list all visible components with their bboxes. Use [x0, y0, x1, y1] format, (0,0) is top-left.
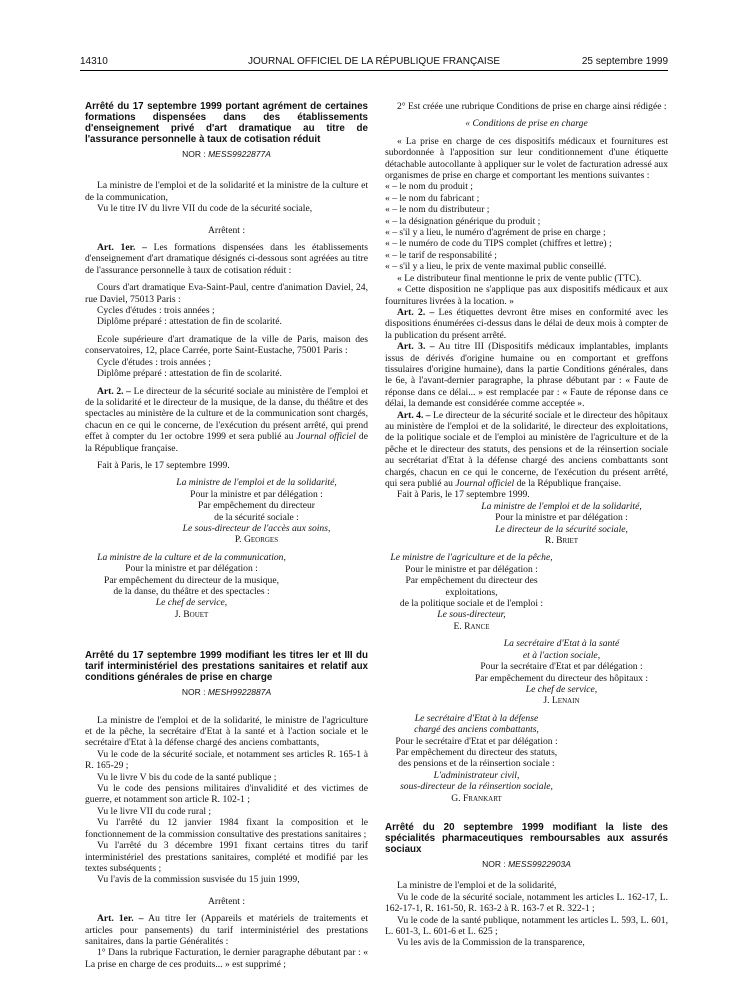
list-item: « – s'il y a lieu, le prix de vente maximal public conseillé.: [385, 261, 607, 273]
school-2: Ecole supérieure d'art dramatique de la ville de Paris, maison des conservatoires, 12, place Carrée, porte Saint-Eustache, 75001 Paris :: [85, 333, 368, 357]
list-item: « – le tarif de responsabilité ;: [385, 249, 497, 261]
signature-block: La ministre de l'emploi et de la solidarité, Pour la ministre et par délégation : Le directeur de la sécurité sociale, R. Briet: [481, 500, 642, 547]
paragraph: Vu l'avis de la commission susvisée du 15 juin 1999,: [97, 874, 300, 886]
paragraph: « La prise en charge de ces dispositifs médicaux et fournitures est subordonnée à l'apposition sur leur conditionnement d'une étiquette détachable autocollante à appliquer sur le volet de facturation adressé aux organismes de prise en charge et comportant les mentions suivantes :: [385, 135, 668, 182]
nor-reference: NOR : MESH9922887A: [181, 687, 272, 698]
signature-block: La secrétaire d'Etat à la santé et à l'action sociale, Pour la secrétaire d'Etat et par délégation : Par empêchement du directeur des hôpitaux : Le chef de service, J. Lenain: [474, 638, 649, 707]
paragraph: Vu l'arrêté du 3 décembre 1991 fixant certains titres du tarif interministériel des prestations sanitaires, complété et modifié par les textes subséquents ;: [85, 840, 368, 874]
paragraph: Vu le livre V bis du code de la santé publique ;: [97, 771, 277, 783]
article-1: Art. 1er. – Au titre Ier (Appareils et matériels de traitements et articles pour pansements) du tarif interministériel des prestations sanitaires, dans la partie Généralités :: [85, 913, 368, 947]
left-column: [85, 101, 368, 970]
paragraph: 1° Dans la rubrique Facturation, le dernier paragraphe débutant par : « La prise en charge de ces produits... » est supprimé ;: [85, 947, 368, 970]
paragraph: « Cette disposition ne s'applique pas aux dispositifs médicaux et aux fournitures livrées à la location. »: [385, 284, 668, 307]
list-item: « – le nom du fabricant ;: [385, 192, 480, 204]
article-1: Art. 1er. – Les formations dispensées dans les établissements d'enseignement d'art dramatique désignés ci-dessous sont agréées au titre de l'assurance personnelle à taux de cotisation réduit :: [85, 242, 368, 276]
paragraph: La ministre de l'emploi et de la solidarité, le ministre de l'agriculture et de la pêche, la secrétaire d'Etat à la santé et à l'action sociale et le secrétaire d'Etat à la défense chargé des anciens combattants,: [85, 714, 368, 749]
nor-reference: NOR : MESS9922877A: [182, 149, 271, 159]
paragraph: La ministre de l'emploi et de la solidarité,: [397, 880, 557, 892]
article-3: Art. 3. – Au titre III (Dispositifs médicaux implantables, implants issus de dérivés d'origine humaine ou en comportant et greffons tissulaires d'origine humaine), dans la partie Conditions générales, dans le 6e, à l'avant-dernier paragraphe, la phrase débutant par : « Faute de réponse dans ce délai... » est remplacée par : « Faute de réponse dans ce délai, la demande est considérée comme acceptée ».: [385, 341, 668, 410]
signature-block: La ministre de la culture et de la communication, Pour la ministre et par délégation : Par empêchement du directeur de la musique, de la danse, du théâtre et des spectacles : Le chef de service, J. Bouet: [97, 551, 286, 620]
list-item: « – la désignation générique du produit ;: [385, 215, 541, 227]
school-1-cycles: Cycles d'études : trois années ;: [97, 305, 215, 317]
paragraph: Vu le code de la sécurité sociale, notamment les articles L. 162-17, L. 162-17-1, R. 161-50, R. 163-2 à R. 163-7 et R. 322-1 ;: [385, 891, 668, 915]
mentions-list: [385, 181, 668, 272]
paragraph: Vu le livre VII du code rural ;: [97, 805, 212, 817]
paragraph: « Le distributeur final mentionne le prix de vente public (TTC).: [397, 272, 642, 284]
article-title: Arrêté du 20 septembre 1999 modifiant la liste des spécialités pharmaceutiques remboursables aux assurés sociaux: [385, 821, 668, 855]
paragraph: Vu le titre IV du livre VII du code de la sécurité sociale,: [97, 203, 313, 215]
school-1: Cours d'art dramatique Eva-Saint-Paul, centre d'animation Daviel, 24, rue Daviel, 75013 Paris :: [85, 282, 368, 305]
paragraph: Vu le code de la sécurité sociale, et notamment ses articles R. 165-1 à R. 165-29 ;: [85, 748, 368, 772]
issue-date: 25 septembre 1999: [581, 56, 668, 67]
list-item: « – le numéro de code du TIPS complet (chiffres et lettre) ;: [385, 238, 612, 250]
section-heading: « Conditions de prise en charge: [465, 118, 588, 130]
page-number: 14310: [80, 56, 108, 67]
article-title: Arrêté du 17 septembre 1999 portant agrément de certaines formations dispensées dans des établissements d'enseignement privé d'art dramatique au titre de l'assurance personnelle à taux de cotisation réduit: [85, 101, 368, 145]
arretent-heading: Arrêtent :: [207, 895, 246, 907]
header-rule: [80, 70, 668, 71]
list-item: « – s'il y a lieu, le numéro d'agrément de prise en charge ;: [385, 227, 606, 239]
school-2-cycle: Cycle d'études : trois années ;: [97, 356, 211, 368]
right-column: [385, 101, 668, 949]
arretent-heading: Arrêtent :: [207, 224, 246, 236]
paragraph: 2° Est créée une rubrique Conditions de prise en charge ainsi rédigée :: [397, 101, 667, 112]
article-2: Art. 2. – Le directeur de la sécurité sociale au ministère de l'emploi et de la solidarité et le directeur de la musique, de la danse, du théâtre et des spectacles au ministère de la culture et de la communication sont chargés, chacun en ce qui le concerne, de l'exécution du présent arrêté, qui prend effet à compter du 1er octobre 1999 et sera publié au Journal officiel de la République française.: [85, 385, 369, 454]
school-1-diploma: Diplôme préparé : attestation de fin de scolarité.: [97, 316, 282, 328]
list-item: « – le nom du produit ;: [385, 181, 473, 193]
journal-title: JOURNAL OFFICIEL DE LA RÉPUBLIQUE FRANÇAISE: [247, 56, 501, 67]
fait-a-paris: Fait à Paris, le 17 septembre 1999.: [97, 459, 230, 471]
paragraph: Vu l'arrêté du 12 janvier 1984 fixant la composition et le fonctionnement de la commission consultative des prestations sanitaires ;: [85, 817, 368, 840]
nor-reference: NOR : MESS9922903A: [482, 858, 571, 869]
signature-block: Le secrétaire d'Etat à la défense chargé des anciens combattants, Pour le secrétaire d'Etat et par délégation : Par empêchement du directeur des statuts, des pensions et de la réinsertion sociale : L'administrateur civil, sous-directeur de la réinsertion sociale, G. Frankart: [395, 712, 558, 804]
list-item: « – le nom du distributeur ;: [385, 204, 490, 216]
article-title: Arrêté du 17 septembre 1999 modifiant les titres Ier et III du tarif interministériel des prestations sanitaires et relatif aux conditions générales de prise en charge: [85, 650, 368, 684]
paragraph: Vu les avis de la Commission de la transparence,: [397, 937, 585, 949]
signature-block: Le ministre de l'agriculture et de la pêche, Pour le ministre et par délégation : Par empêchement du directeur des exploitations, de la politique sociale et de l'emploi : Le sous-directeur, E. Rance: [390, 552, 553, 632]
paragraph: La ministre de l'emploi et de la solidarité et la ministre de la culture et de la communication,: [85, 180, 368, 203]
school-2-diploma: Diplôme préparé : attestation de fin de scolarité.: [97, 368, 282, 380]
article-4: Art. 4. – Le directeur de la sécurité sociale et le directeur des hôpitaux au ministère de l'emploi et de la solidarité, le directeur des exploitations, de la politique sociale et de l'emploi au ministère de l'agriculture et de la pêche et le directeur des statuts, des pensions et de la réinsertion sociale au secrétariat d'Etat à la défense chargé des anciens combattants sont chargés, chacun en ce qui le concerne, de l'exécution du présent arrêté, qui sera publié au Journal officiel de la République française.: [385, 409, 668, 489]
paragraph: Vu le code des pensions militaires d'invalidité et des victimes de guerre, et notamment son article R. 102-1 ;: [85, 783, 368, 806]
paragraph: Vu le code de la santé publique, notamment les articles L. 593, L. 601, L. 601-3, L. 601-6 et L. 625 ;: [385, 914, 668, 937]
fait-a-paris: Fait à Paris, le 17 septembre 1999.: [397, 489, 530, 501]
article-2: Art. 2. – Les étiquettes devront être mises en conformité avec les dispositions énumérées ci-dessus dans le délai de deux mois à compter de la publication du présent arrêté.: [385, 306, 668, 341]
signature-block: La ministre de l'emploi et de la solidarité, Pour la ministre et par délégation : Par empêchement du directeur de la sécurité sociale : Le sous-directeur de l'accès aux soins, P. Georges: [176, 477, 337, 546]
